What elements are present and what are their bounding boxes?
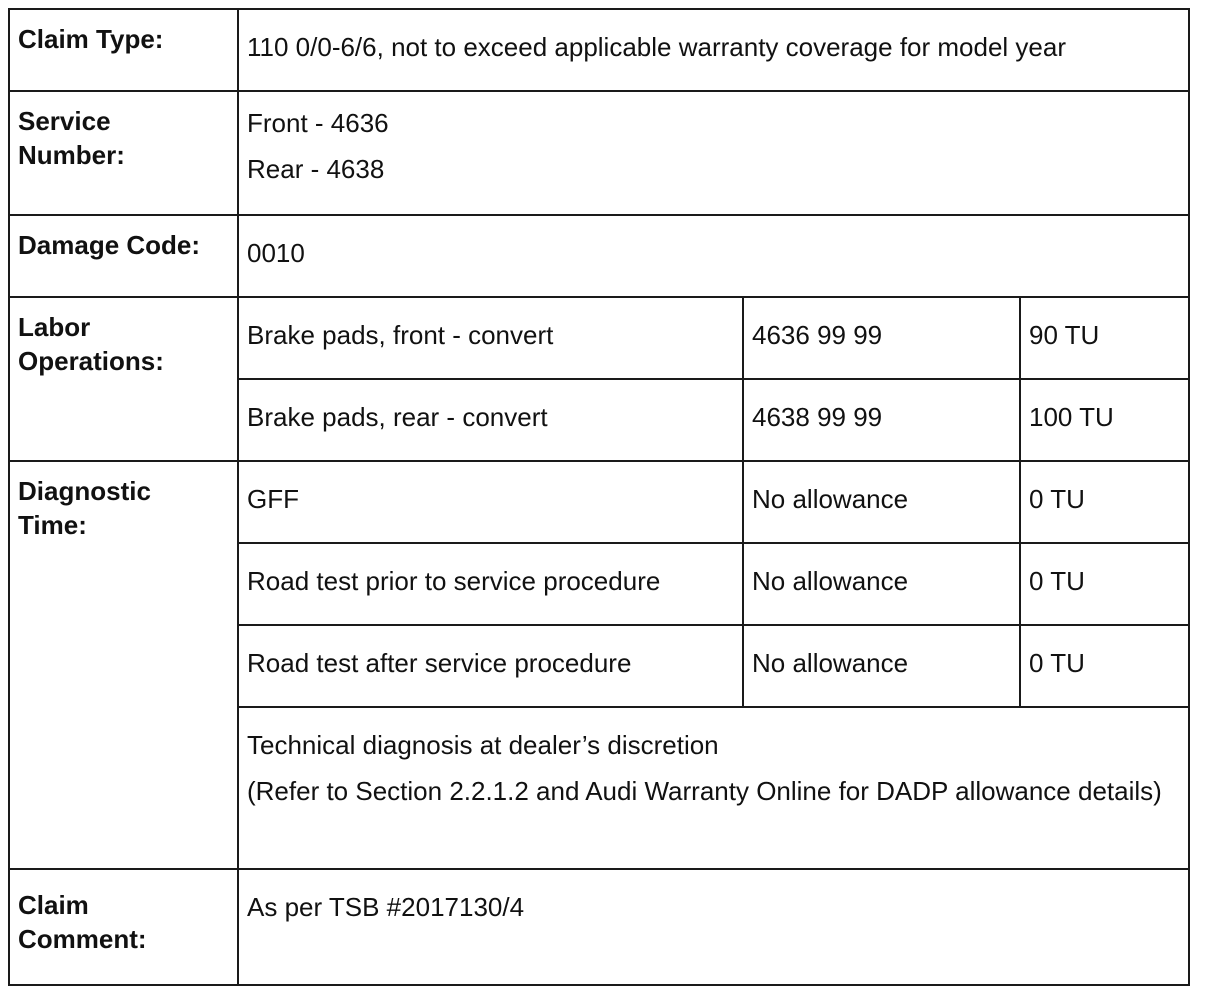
labor-operations-label-line2: Operations: [18, 346, 164, 376]
diagnostic-time-label [9, 461, 238, 869]
labor-operations-label [9, 297, 238, 461]
labor-operation-code: 4636 99 99 [743, 297, 1020, 379]
dadp-reference-note: (Refer to Section 2.2.1.2 and Audi Warranty Online for DADP allowance details) [247, 776, 1162, 806]
diagnostic-time: 0 TU [1020, 625, 1189, 707]
diagnostic-allowance: No allowance [743, 543, 1020, 625]
service-number-row [9, 91, 1189, 215]
labor-operation-code: 4638 99 99 [743, 379, 1020, 461]
diagnostic-allowance: No allowance [743, 625, 1020, 707]
labor-operation-description: Brake pads, front - convert [238, 297, 743, 379]
diagnostic-time: 0 TU [1020, 543, 1189, 625]
diagnostic-time: 0 TU [1020, 461, 1189, 543]
service-number-front: Front - 4636 [247, 108, 389, 138]
service-number-label-line2: Number: [18, 140, 125, 170]
diagnostic-description: GFF [238, 461, 743, 543]
labor-operation-row [9, 297, 1189, 379]
diagnostic-time-label-line1: Diagnostic [18, 476, 151, 506]
diagnostic-note [238, 707, 1189, 869]
claim-type-label: Claim Type: [9, 9, 238, 91]
service-number-rear: Rear - 4638 [247, 154, 385, 184]
damage-code-label: Damage Code: [9, 215, 238, 297]
claim-comment-value: As per TSB #2017130/4 [238, 869, 1189, 985]
claim-type-row [9, 9, 1189, 91]
warranty-claim-table [8, 8, 1190, 986]
service-number-label [9, 91, 238, 215]
diagnostic-allowance: No allowance [743, 461, 1020, 543]
diagnostic-row [9, 461, 1189, 543]
claim-comment-label-line2: Comment: [18, 924, 147, 954]
diagnostic-description: Road test after service procedure [238, 625, 743, 707]
labor-operations-label-line1: Labor [18, 312, 91, 342]
claim-comment-label-line1: Claim [18, 890, 89, 920]
service-number-label-line1: Service [18, 106, 111, 136]
technical-diagnosis-note: Technical diagnosis at dealer’s discretion [247, 730, 719, 760]
damage-code-row [9, 215, 1189, 297]
claim-type-value: 110 0/0-6/6, not to exceed applicable warranty coverage for model year [238, 9, 1189, 91]
diagnostic-time-label-line2: Time: [18, 510, 87, 540]
damage-code-value: 0010 [238, 215, 1189, 297]
labor-operation-time: 90 TU [1020, 297, 1189, 379]
labor-operation-description: Brake pads, rear - convert [238, 379, 743, 461]
labor-operation-time: 100 TU [1020, 379, 1189, 461]
claim-comment-row [9, 869, 1189, 985]
service-number-value [238, 91, 1189, 215]
diagnostic-description: Road test prior to service procedure [238, 543, 743, 625]
claim-comment-label [9, 869, 238, 985]
